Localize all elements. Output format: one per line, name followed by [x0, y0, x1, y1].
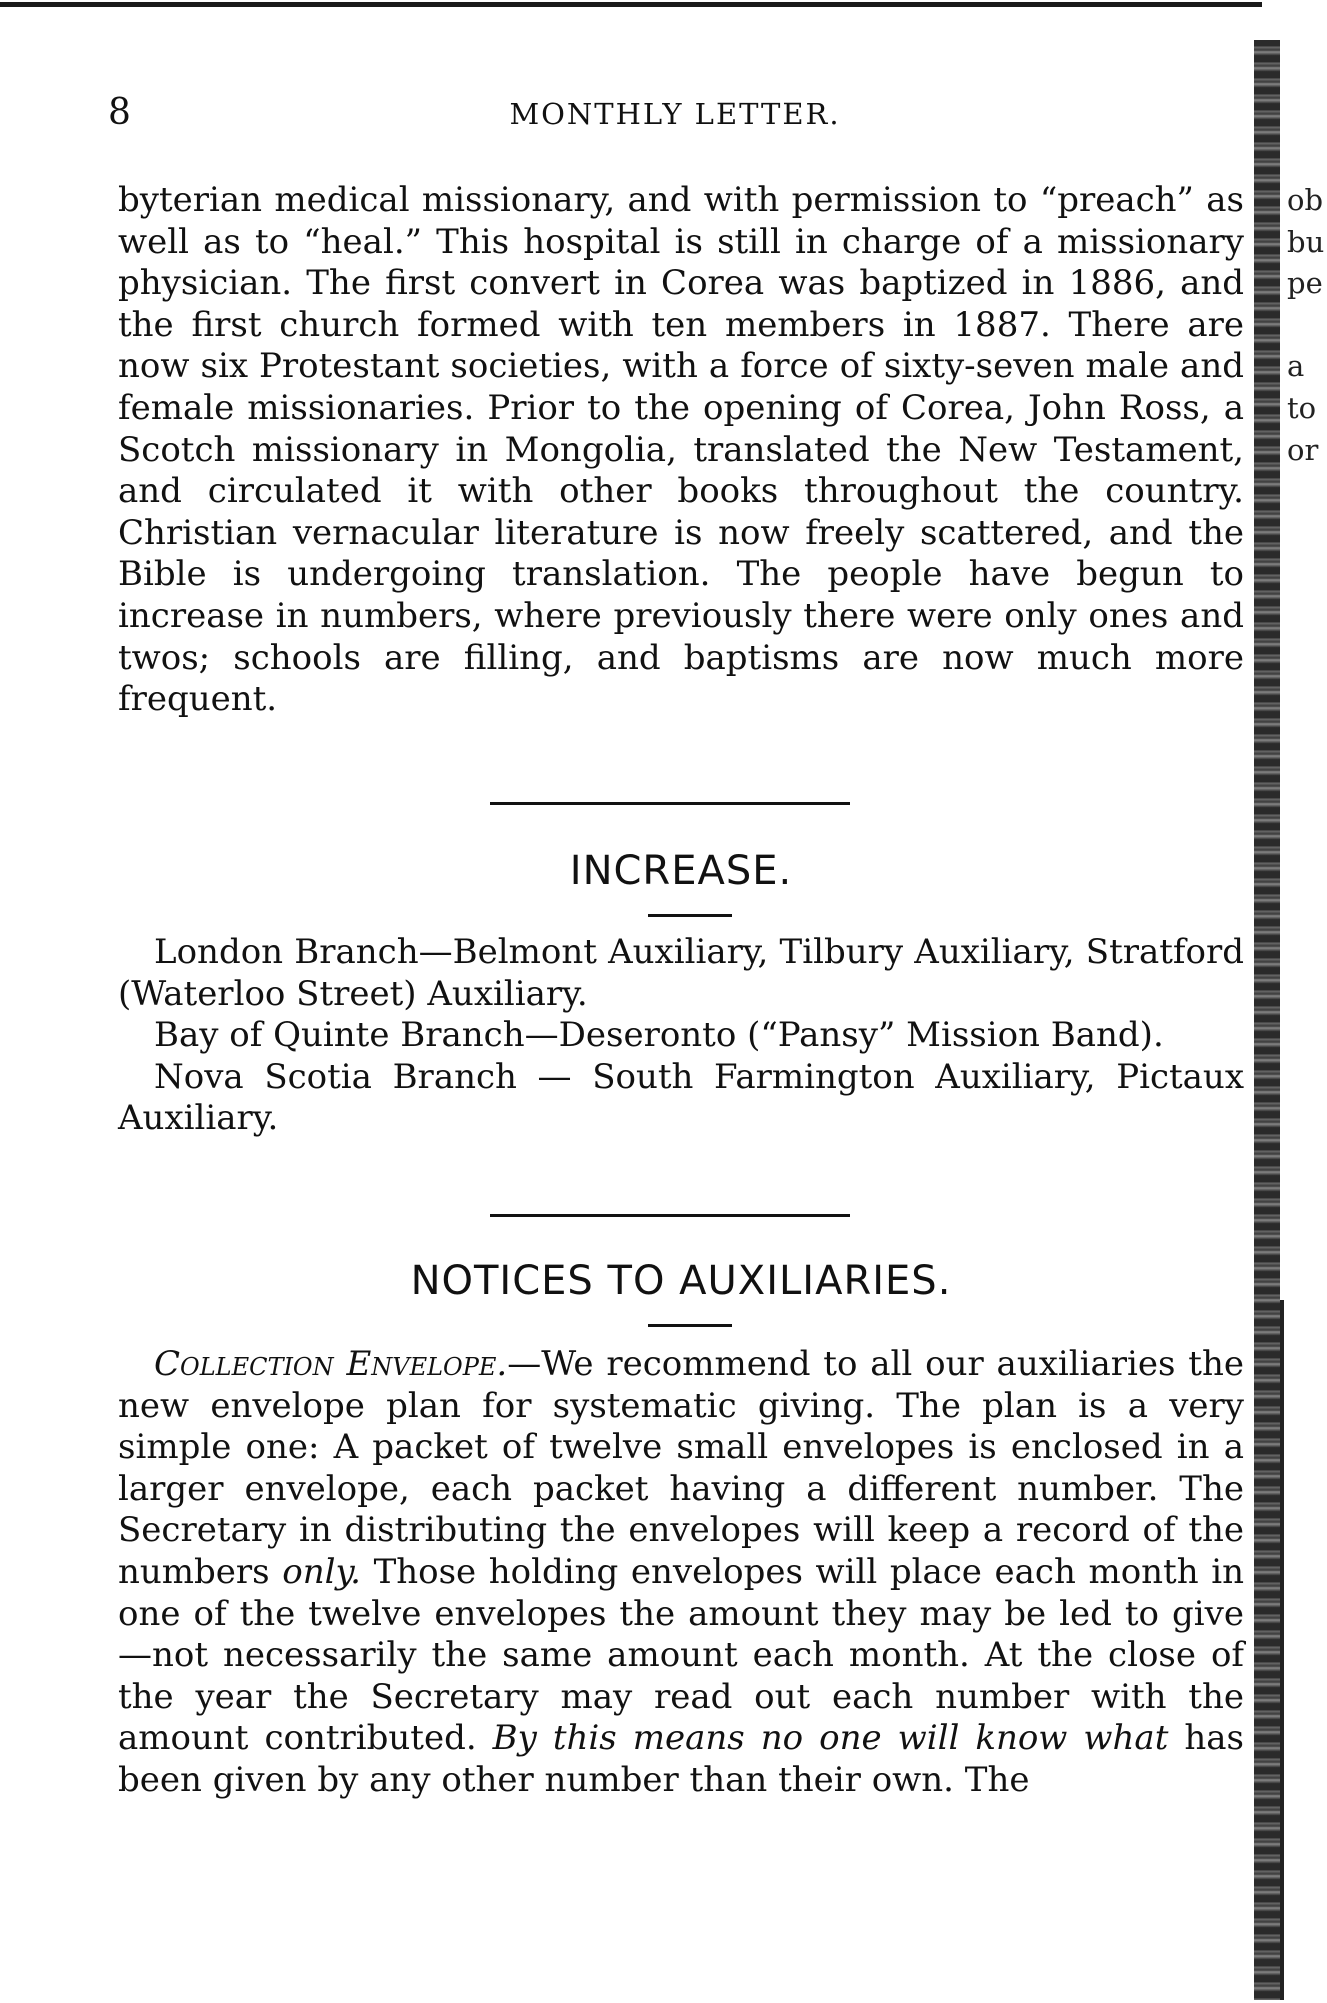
bleed-fragment: or — [1287, 432, 1319, 467]
notice-lead: Collection Envelope. — [154, 1344, 508, 1384]
bleed-fragment: pe — [1287, 266, 1323, 301]
top-page-rule — [0, 2, 1262, 7]
notice-text: —We recommend to all our auxiliaries the new envelope plan for systematic giving. The plan is a very simple one: A packet of twelve small envelopes is enclosed in a larger envelope, each packet having a different number. The Secretary in distributing the envelopes will keep a record of the numbers — [118, 1344, 1244, 1592]
bleed-fragment: to — [1287, 390, 1317, 425]
section-divider — [490, 1214, 850, 1217]
bleed-fragment: ob — [1287, 183, 1324, 217]
increase-heading: INCREASE. — [569, 848, 793, 894]
binding-edge — [1280, 1300, 1284, 2000]
section-divider — [490, 802, 850, 805]
emphasis-means: By this means no one will know what — [492, 1718, 1169, 1759]
bleed-fragment: bu — [1287, 224, 1325, 259]
notices-paragraph — [118, 1344, 1244, 1802]
bleed-fragment: a — [1287, 349, 1305, 384]
facing-page-bleed — [1287, 180, 1327, 471]
notice-text: has been given by any other number than their own. The — [118, 1718, 1244, 1800]
running-title: MONTHLY LETTER. — [509, 97, 841, 131]
increase-entry: Nova Scotia Branch — South Farmington Auxiliary, Pictaux Auxiliary. — [118, 1056, 1244, 1139]
increase-entry: Bay of Quinte Branch—Deseronto (“Pansy” Mission Band). — [154, 1015, 1164, 1056]
binding-gutter — [1254, 40, 1280, 2000]
collection-envelope-notice — [118, 1344, 1244, 1802]
heading-underline — [648, 914, 732, 917]
page-number: 8 — [108, 92, 131, 133]
page-header — [100, 92, 1240, 136]
emphasis-only: only. — [282, 1551, 361, 1592]
intro-paragraph: byterian medical missionary, and with permission to “preach” as well as to “heal.” This hospital is still in charge of a missionary physician. The first convert in Corea was baptized in 1886, and the first church formed with ten members in 1887. There are now six Protestant societies, with a force of sixty-seven male and female missionaries. Prior to the opening of Corea, John Ross, a Scotch missionary in Mongolia, translated the New Testament, and circulated it with other books throughout the country. Christian vernacular literature is now freely scattered, and the Bible is undergoing translation. The people have begun to increase in numbers, where previously there were only ones and twos; schools are filling, and baptisms are now much more frequent. — [118, 180, 1244, 720]
notice-text: Those holding envelopes will place each month in one of the twelve envelopes the amount they may be led to give—not necessarily the same amount each month. At the close of the year the Secretary may read out each number with the amount contributed. — [118, 1551, 1244, 1759]
increase-entry: London Branch—Belmont Auxiliary, Tilbury Auxiliary, Stratford (Waterloo Street) Auxiliary. — [118, 932, 1244, 1014]
bleed-fragment — [1287, 305, 1327, 347]
increase-list — [118, 932, 1244, 1140]
notices-heading: NOTICES TO AUXILIARIES. — [410, 1258, 952, 1304]
heading-underline — [648, 1324, 732, 1327]
